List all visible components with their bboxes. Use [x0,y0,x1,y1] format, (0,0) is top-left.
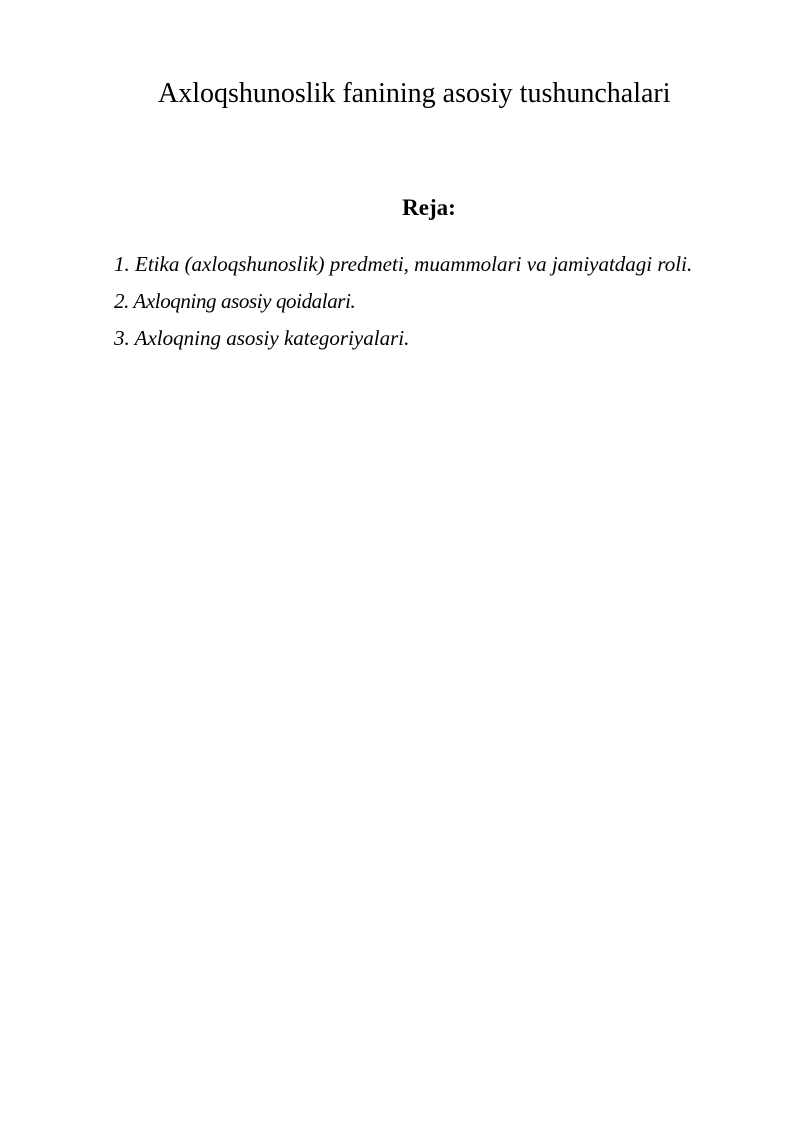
document-title: Axloqshunoslik fanining asosiy tushunchalari [158,78,671,109]
plan-list [114,246,692,357]
plan-heading: Reja: [402,195,456,220]
plan-item-2: 2. Axloqning asosiy qoidalari. [114,289,356,313]
plan-item-1: 1. Etika (axloqshunoslik) predmeti, muammolari va jamiyatdagi roli. [114,252,693,276]
plan-item-3: 3. Axloqning asosiy kategoriyalari. [114,326,410,350]
